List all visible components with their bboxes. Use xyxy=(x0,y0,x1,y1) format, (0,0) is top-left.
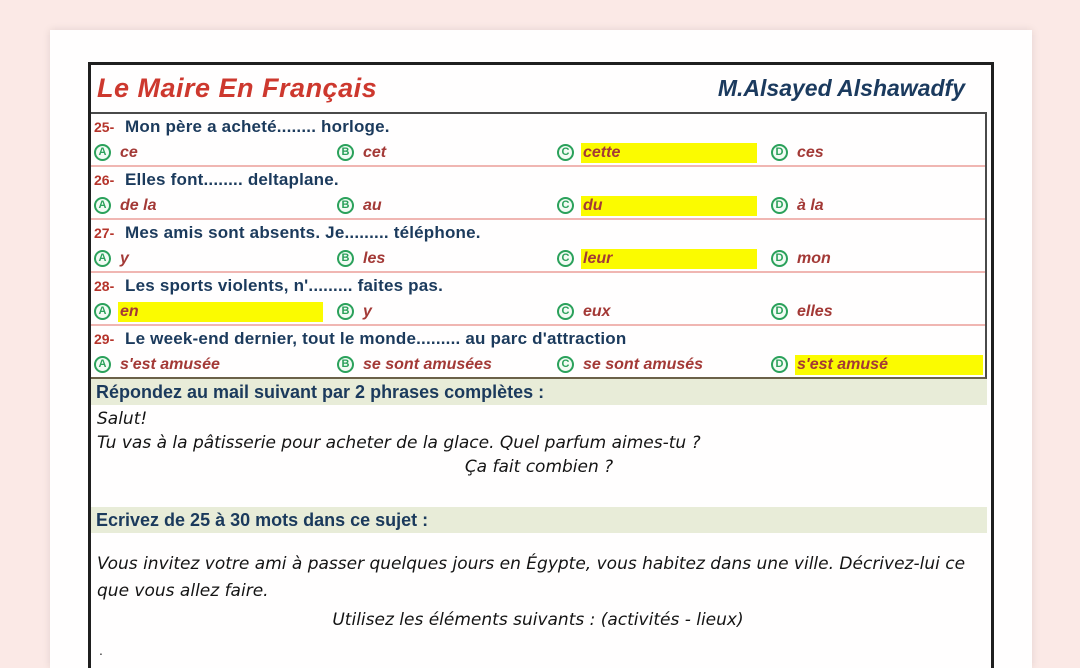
option-text: mon xyxy=(797,249,831,267)
option-text-area xyxy=(361,143,543,163)
question-text: Les sports violents, n'......... faites pas. xyxy=(125,276,443,295)
option-text-area xyxy=(361,249,543,269)
writing-prompt: Vous invitez votre ami à passer quelques jours en Égypte, vous habitez dans une ville. Décrivez-lui ce que vous allez faire. xyxy=(97,554,966,601)
option-cell xyxy=(94,193,337,218)
option-text: ces xyxy=(797,143,824,161)
trailing-dot: . xyxy=(99,642,103,658)
option-text: ce xyxy=(120,143,138,161)
answer-highlight xyxy=(581,143,757,163)
option-text: y xyxy=(120,249,129,267)
answer-highlight xyxy=(795,355,983,375)
option-text-area xyxy=(795,249,983,269)
option-cell xyxy=(94,299,337,324)
writing-section-header: Ecrivez de 25 à 30 mots dans ce sujet : xyxy=(91,507,987,533)
option-text-area xyxy=(118,355,323,375)
question-block xyxy=(91,167,985,220)
question-row xyxy=(91,114,985,140)
option-letter-icon: A xyxy=(94,197,111,214)
question-number: 26- xyxy=(94,172,115,188)
option-letter-icon: A xyxy=(94,356,111,373)
answer-highlight xyxy=(581,196,757,216)
option-letter-icon: A xyxy=(94,144,111,161)
option-letter-icon: D xyxy=(771,250,788,267)
options-row xyxy=(91,352,985,377)
option-text: cet xyxy=(363,143,387,161)
question-block xyxy=(91,114,985,167)
mail-section-header: Répondez au mail suivant par 2 phrases complètes : xyxy=(91,379,987,405)
question-row xyxy=(91,167,985,193)
option-letter-icon: C xyxy=(557,197,574,214)
section-spacer xyxy=(91,479,991,507)
question-text: Mes amis sont absents. Je......... téléphone. xyxy=(125,223,481,242)
option-cell xyxy=(771,140,985,165)
option-letter-icon: C xyxy=(557,356,574,373)
option-letter-icon: B xyxy=(337,303,354,320)
options-row xyxy=(91,299,985,324)
option-cell xyxy=(94,352,337,377)
option-text-area xyxy=(361,302,543,322)
option-text: de la xyxy=(120,196,157,214)
option-letter-icon: B xyxy=(337,197,354,214)
option-cell xyxy=(771,352,985,377)
option-cell xyxy=(557,299,771,324)
question-text: Elles font........ deltaplane. xyxy=(125,170,339,189)
option-cell xyxy=(771,299,985,324)
option-text: en xyxy=(120,302,139,320)
option-text: se sont amusées xyxy=(363,355,492,373)
question-block xyxy=(91,273,985,326)
option-text-area xyxy=(118,249,323,269)
options-row xyxy=(91,246,985,271)
option-cell xyxy=(557,140,771,165)
option-text: y xyxy=(363,302,372,320)
option-text-area xyxy=(361,355,543,375)
option-cell xyxy=(557,193,771,218)
mail-line-greeting: Salut! xyxy=(97,409,148,429)
document-border-box xyxy=(88,62,994,668)
option-text-area xyxy=(795,143,983,163)
writing-section-body xyxy=(91,533,987,658)
writing-hint: Utilisez les éléments suivants : (activités - lieux) xyxy=(332,610,744,630)
option-cell xyxy=(337,352,557,377)
mail-section-body xyxy=(91,405,987,479)
option-text-area xyxy=(581,355,757,375)
mcq-question-table xyxy=(91,112,987,379)
question-number: 28- xyxy=(94,278,115,294)
option-text: eux xyxy=(583,302,611,320)
question-text: Mon père a acheté........ horloge. xyxy=(125,117,390,136)
option-cell xyxy=(94,140,337,165)
option-cell xyxy=(337,140,557,165)
option-letter-icon: B xyxy=(337,250,354,267)
option-letter-icon: D xyxy=(771,144,788,161)
question-row xyxy=(91,326,985,352)
option-cell xyxy=(557,246,771,271)
document-header xyxy=(91,65,991,112)
question-number: 25- xyxy=(94,119,115,135)
option-letter-icon: A xyxy=(94,303,111,320)
option-letter-icon: C xyxy=(557,144,574,161)
option-letter-icon: B xyxy=(337,144,354,161)
mail-line-question: Tu vas à la pâtisserie pour acheter de la glace. Quel parfum aimes-tu ? xyxy=(97,433,701,453)
option-text: à la xyxy=(797,196,824,214)
option-letter-icon: D xyxy=(771,356,788,373)
option-letter-icon: D xyxy=(771,303,788,320)
answer-highlight xyxy=(581,249,757,269)
option-text-area xyxy=(795,196,983,216)
question-row xyxy=(91,220,985,246)
option-text-area xyxy=(118,196,323,216)
option-text: les xyxy=(363,249,386,267)
option-text: leur xyxy=(583,249,613,267)
option-cell xyxy=(771,193,985,218)
question-number: 27- xyxy=(94,225,115,241)
option-cell xyxy=(771,246,985,271)
question-block xyxy=(91,220,985,273)
option-letter-icon: C xyxy=(557,303,574,320)
option-letter-icon: B xyxy=(337,356,354,373)
option-text: s'est amusée xyxy=(120,355,220,373)
options-row xyxy=(91,193,985,218)
option-text-area xyxy=(581,302,757,322)
option-cell xyxy=(337,246,557,271)
question-block xyxy=(91,326,985,377)
question-number: 29- xyxy=(94,331,115,347)
option-text-area xyxy=(795,302,983,322)
option-text: du xyxy=(583,196,603,214)
option-letter-icon: C xyxy=(557,250,574,267)
option-text-area xyxy=(361,196,543,216)
page-title: Le Maire En Français xyxy=(97,73,378,103)
option-cell xyxy=(337,193,557,218)
option-text-area xyxy=(118,143,323,163)
mail-line-price: Ça fait combien ? xyxy=(464,457,614,477)
option-cell xyxy=(557,352,771,377)
option-text: cette xyxy=(583,143,621,161)
question-text: Le week-end dernier, tout le monde......... au parc d'attraction xyxy=(125,329,627,348)
question-row xyxy=(91,273,985,299)
option-text: elles xyxy=(797,302,833,320)
option-letter-icon: A xyxy=(94,250,111,267)
option-cell xyxy=(94,246,337,271)
option-text: s'est amusé xyxy=(797,355,888,373)
option-cell xyxy=(337,299,557,324)
option-text: au xyxy=(363,196,382,214)
options-row xyxy=(91,140,985,165)
document-page xyxy=(50,30,1032,668)
option-letter-icon: D xyxy=(771,197,788,214)
answer-highlight xyxy=(118,302,323,322)
author-name: M.Alsayed Alshawadfy xyxy=(717,75,965,101)
option-text: se sont amusés xyxy=(583,355,704,373)
